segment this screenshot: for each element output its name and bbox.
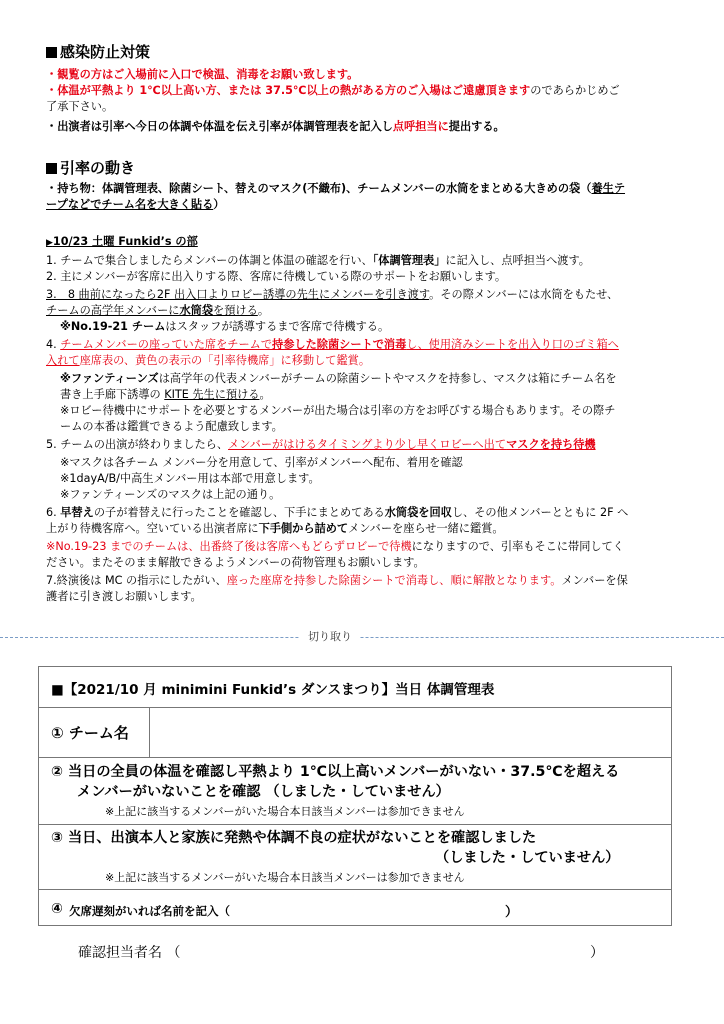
cut-label: 切り取り [300,629,360,645]
leader-items-line-2: ープなどでチーム名を大きく貼る） [46,198,225,211]
form-divider [39,889,671,890]
infection-heading: 感染防止対策 [46,42,150,62]
temperature-note: ※上記に該当するメンバーがいた場合本日該当メンバーは参加できません [105,805,465,818]
confirmer-label: 確認担当者名 （ [78,945,181,961]
form-title: ■【2021/10 月 minimini Funkid’s ダンスまつり】当日 体調管理表 [51,682,495,698]
step-4-line-2: 入れて座席表の、黄色の表示の「引率待機席」に移動して鑑賞。 [46,354,371,367]
absence-number: ④ [51,901,63,917]
form-divider [39,707,671,708]
square-bullet-icon [46,47,57,58]
infection-line-2: ・体温が平熱より 1℃以上高い方、または 37.5℃以上の熱がある方のご入場はご遠慮頂きますのであらかじめご [46,84,620,97]
step-4-line-5: ※ロビー待機中にサポートを必要とするメンバーが出た場合は引率の方をお呼びする場合もあります。その際チ [60,404,616,417]
infection-line-1: ・観覧の方はご入場前に入口で検温、消毒をお願い致します。 [46,68,359,81]
leader-items-line-1: ・持ち物：体調管理表、除菌シート、替えのマスク(不織布)、チームメンバーの水筒をまとめる大きめの袋（養生テ [46,182,626,195]
symptom-check-line-1: ③ 当日、出演本人と家族に発熱や体調不良の症状がないことを確認しました [51,830,537,846]
step-2: 2. 主にメンバーが客席に出入りする際、客席に待機している際のサポートをお願いします。 [46,270,507,283]
step-1: 1. チームで集合しましたらメンバーの体調と体温の確認を行い、「体調管理表」に記入し、点呼担当へ渡す。 [46,254,590,267]
temperature-check-line-1: ② 当日の全員の体温を確認し平熱より 1℃以上高いメンバーがいない・37.5℃を超える [51,764,620,780]
step-4-line-6: ームの本番は鑑賞できるよう配慮致します。 [60,420,283,433]
form-divider [39,824,671,825]
step-5-line-2: ※マスクは各チーム メンバー分を用意して、引率がメンバーへ配布、着用を確認 [60,456,463,469]
step-5-line-1: 5. チームの出演が終わりましたら、メンバーがはけるタイミングより少し早くロビーへ出てマスクを持ち待機 [46,438,596,451]
absence-names-field[interactable] [239,897,501,921]
step-4-line-3: ※ファンティーンズは高学年の代表メンバーがチームの除菌シートやマスクを持参し、マスクは箱にチーム名を [60,372,617,385]
step-4-line-4: 書き上手廊下誘導の KITE 先生に預ける。 [60,388,271,401]
step-6-line-3: ※No.19-23 までのチームは、出番終了後は客席へもどらずロビーで待機になりますので、引率もそこに帯同してく [46,540,624,553]
step-5-line-4: ※ファンティーンズのマスクは上記の通り。 [60,488,281,501]
confirmer-name-field[interactable] [206,942,586,964]
symptom-check-choice[interactable]: （しました・していません） [435,850,620,866]
symptom-note: ※上記に該当するメンバーがいた場合本日該当メンバーは参加できません [105,871,465,884]
schedule-title: ▶10/23 土曜 Funkid’s の部 [46,235,198,248]
team-name-divider [149,707,150,757]
absence-label: 欠席遅刻がいれば名前を記入（ [69,904,230,918]
step-7-line-2: 護者に引き渡しお願いします。 [46,590,202,603]
temperature-check-line-2[interactable]: メンバーがいないことを確認 （しました・していません） [77,784,450,800]
step-6-line-2: 上がり待機客席へ。空いている出演者席に下手側から詰めてメンバーを座らせ一緒に鑑賞。 [46,522,504,535]
infection-line-4: ・出演者は引率へ今日の体調や体温を伝え引率が体調管理表を記入し点呼担当に提出する。 [46,120,505,133]
step-3-line-3: ※No.19-21 チームはスタッフが誘導するまで客席で待機する。 [60,320,390,333]
step-4-line-1: 4. チームメンバーの座っていた席をチームで持参した除菌シートで消毒し、使用済みシートを出入り口のゴミ箱へ [46,338,619,351]
step-3-line-2: チームの高学年メンバーに水筒袋を預ける。 [46,304,270,317]
team-name-field[interactable] [151,709,669,755]
step-3-line-1: 3. 8 曲前になったら2F 出入口よりロビー誘導の先生にメンバーを引き渡す。その際メンバーには水筒をもたせ、 [46,288,619,301]
triangle-bullet-icon: ▶ [46,238,53,248]
cut-line [0,637,724,639]
form-divider [39,757,671,758]
health-form [38,666,672,926]
team-name-label: ① チーム名 [51,724,129,742]
leader-heading: 引率の動き [46,158,135,178]
square-bullet-icon [46,163,57,174]
step-6-line-4: ださい。またそのまま解散できるようメンバーの荷物管理もお願いします。 [46,556,425,569]
absence-close-paren: ） [505,905,519,920]
step-5-line-3: ※1dayA/B/中高生メンバー用は本部で用意します。 [60,472,320,485]
step-6-line-1: 6. 早替えの子が着替えに行ったことを確認し、下手にまとめてある水筒袋を回収し、その他メンバーとともに 2F へ [46,506,629,519]
step-7-line-1: 7.終演後は MC の指示にしたがい、座った座席を持参した除菌シートで消毒し、順に解散となります。メンバーを保 [46,574,628,587]
confirmer-close-paren: ） [590,945,604,961]
infection-line-3: 了承下さい。 [46,100,114,113]
